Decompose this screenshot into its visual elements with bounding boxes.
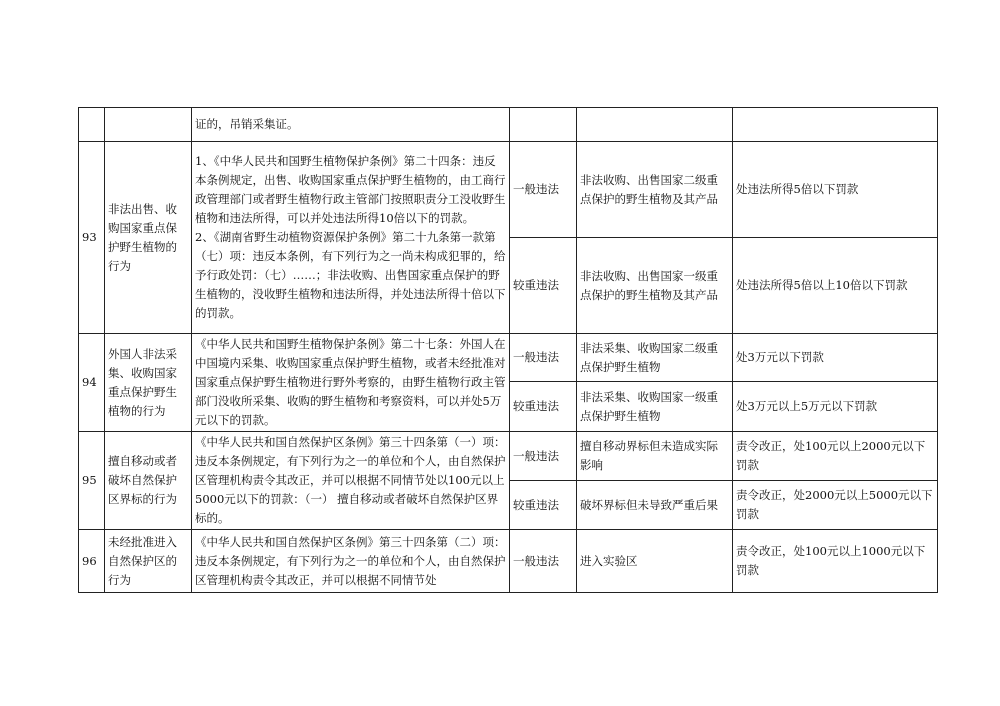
legal-basis	[192, 432, 510, 530]
illegal-behavior: 擅自移动或者破坏自然保护区界标的行为	[105, 432, 192, 530]
violation-circumstance: 非法采集、收购国家二级重点保护野生植物	[577, 334, 733, 382]
table-row	[79, 142, 938, 238]
basis-paragraph: 1、《中华人民共和国野生植物保护条例》第二十四条：违反本条例规定，出售、收购国家重点保护野生植物的，由工商行政管理部门或者野生植物行政主管部门按照职责分工没收野生植物和违法所得，可以并处违法所得10倍以下的罚款。	[195, 154, 506, 225]
violation-level: 较重违法	[510, 238, 577, 334]
violation-circumstance: 非法采集、收购国家一级重点保护野生植物	[577, 382, 733, 432]
legal-basis	[192, 334, 510, 432]
violation-level: 一般违法	[510, 530, 577, 593]
penalty-standard: 责令改正，处100元以上2000元以下罚款	[733, 432, 938, 481]
violation-circumstance: 擅自移动界标但未造成实际影响	[577, 432, 733, 481]
num-cell	[79, 108, 105, 142]
penalty-standard: 处违法所得5倍以下罚款	[733, 142, 938, 238]
violation-level: 一般违法	[510, 142, 577, 238]
violation-circumstance: 非法收购、出售国家一级重点保护的野生植物及其产品	[577, 238, 733, 334]
row-number: 96	[79, 530, 105, 593]
penalty-standard: 处违法所得5倍以上10倍以下罚款	[733, 238, 938, 334]
penalty-cell	[733, 108, 938, 142]
row-number: 94	[79, 334, 105, 432]
illegal-behavior: 外国人非法采集、收购国家重点保护野生植物的行为	[105, 334, 192, 432]
basis-cell: 证的，吊销采集证。	[192, 108, 510, 142]
table-row	[79, 530, 938, 593]
row-number: 93	[79, 142, 105, 334]
legal-basis	[192, 530, 510, 593]
illegal-behavior: 未经批准进入自然保护区的行为	[105, 530, 192, 593]
table-row	[79, 108, 938, 142]
behavior-cell	[105, 108, 192, 142]
basis-paragraph: 《中华人民共和国野生植物保护条例》第二十七条：外国人在中国境内采集、收购国家重点保护野生植物，或者未经批准对国家重点保护野生植物进行野外考察的，由野生植物行政主管部门没收所采集、收购的野生植物和考察资料，可以并处5万元以下的罚款。	[195, 337, 506, 427]
violation-level: 一般违法	[510, 334, 577, 382]
basis-paragraph: 《中华人民共和国自然保护区条例》第三十四条第（二）项：违反本条例规定，有下列行为之一的单位和个人，由自然保护区管理机构责令其改正，并可以根据不同情节处	[195, 534, 506, 587]
basis-paragraph: 2、《湖南省野生动植物资源保护条例》第二十九条第一款第（七）项：违反本条例，有下列行为之一尚未构成犯罪的，给予行政处罚：（七）……；非法收购、出售国家重点保护的野生植物的，没收野生植物和违法所得，并处违法所得十倍以下的罚款。	[195, 230, 506, 320]
table-row	[79, 432, 938, 481]
penalty-standard-table	[78, 107, 938, 593]
violation-level: 较重违法	[510, 382, 577, 432]
row-number: 95	[79, 432, 105, 530]
penalty-standard: 处3万元以下罚款	[733, 334, 938, 382]
circumstance-cell	[577, 108, 733, 142]
legal-basis	[192, 142, 510, 334]
violation-level: 一般违法	[510, 432, 577, 481]
level-cell	[510, 108, 577, 142]
violation-level: 较重违法	[510, 481, 577, 530]
table-row	[79, 334, 938, 382]
penalty-standard: 责令改正，处100元以上1000元以下罚款	[733, 530, 938, 593]
violation-circumstance: 非法收购、出售国家二级重点保护的野生植物及其产品	[577, 142, 733, 238]
penalty-standard: 处3万元以上5万元以下罚款	[733, 382, 938, 432]
violation-circumstance: 进入实验区	[577, 530, 733, 593]
violation-circumstance: 破坏界标但未导致严重后果	[577, 481, 733, 530]
penalty-standard: 责令改正，处2000元以上5000元以下罚款	[733, 481, 938, 530]
basis-paragraph: 《中华人民共和国自然保护区条例》第三十四条第（一）项：违反本条例规定，有下列行为之一的单位和个人，由自然保护区管理机构责令其改正，并可以根据不同情节处以100元以上5000元以下的罚款：（一） 擅自移动或者破坏自然保护区界标的。	[195, 435, 506, 525]
illegal-behavior: 非法出售、收购国家重点保护野生植物的行为	[105, 142, 192, 334]
